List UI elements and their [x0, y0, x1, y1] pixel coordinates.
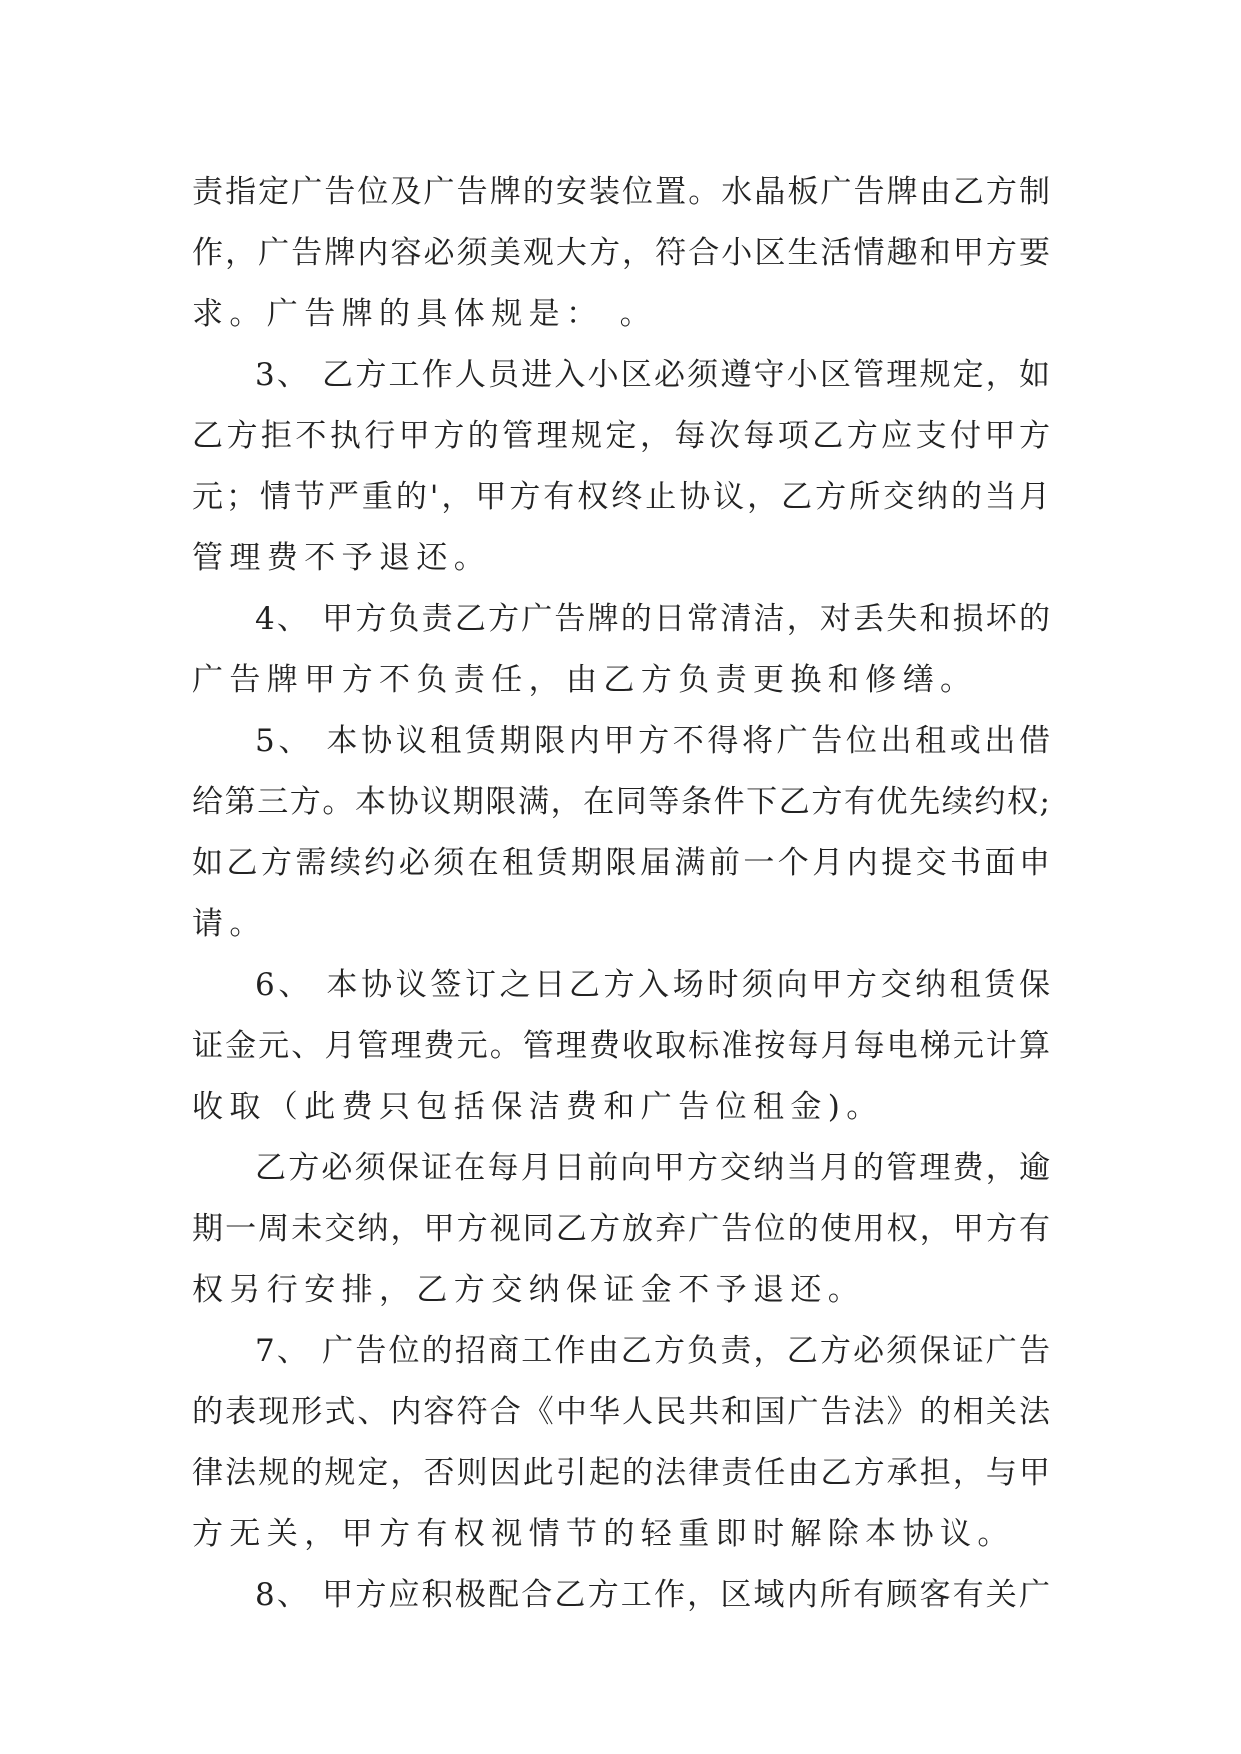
text-line: 如乙方需续约必须在租赁期限届满前一个月内提交书面申 [192, 845, 1050, 881]
text-line: 作，广告牌内容必须美观大方，符合小区生活情趣和甲方要 [192, 235, 1050, 271]
document-body [192, 162, 1050, 1626]
text-line: 收取（此费只包括保洁费和广告位租金)。 [192, 1089, 884, 1125]
paragraph-2-continued [192, 162, 1050, 345]
text-line: 乙方拒不执行甲方的管理规定，每次每项乙方应支付甲方 [192, 418, 1050, 454]
text-line: 给第三方。本协议期限满，在同等条件下乙方有优先续约权; [192, 784, 1050, 820]
text-line: 权另行安排，乙方交纳保证金不予退还。 [192, 1272, 866, 1308]
clause-5 [192, 711, 1050, 955]
text-line: 5、 本协议租赁期限内甲方不得将广告位出租或出借 [255, 723, 1050, 759]
text-line: 管理费不予退还。 [192, 540, 492, 576]
clause-6 [192, 955, 1050, 1138]
text-line: 广告牌甲方不负责任，由乙方负责更换和修缮。 [192, 662, 978, 698]
clause-7 [192, 1321, 1050, 1565]
clause-8 [192, 1565, 1050, 1626]
text-line: 证金元、月管理费元。管理费收取标准按每月每电梯元计算 [192, 1028, 1050, 1064]
text-line: 7、 广告位的招商工作由乙方负责，乙方必须保证广告 [255, 1333, 1050, 1369]
text-line: 3、 乙方工作人员进入小区必须遵守小区管理规定，如 [255, 357, 1050, 393]
text-line: 元；情节严重的'，甲方有权终止协议，乙方所交纳的当月 [192, 479, 1050, 515]
text-line: 律法规的规定，否则因此引起的法律责任由乙方承担，与甲 [192, 1455, 1050, 1491]
text-line: 请。 [192, 906, 267, 942]
clause-6-payment [192, 1138, 1050, 1321]
text-line: 8、 甲方应积极配合乙方工作，区域内所有顾客有关广 [255, 1577, 1050, 1613]
text-line: 期一周未交纳，甲方视同乙方放弃广告位的使用权，甲方有 [192, 1211, 1050, 1247]
text-line: 6、 本协议签订之日乙方入场时须向甲方交纳租赁保 [255, 967, 1050, 1003]
clause-3 [192, 345, 1050, 589]
text-line: 责指定广告位及广告牌的安装位置。水晶板广告牌由乙方制 [192, 174, 1050, 210]
text-line: 的表现形式、内容符合《中华人民共和国广告法》的相关法 [192, 1394, 1050, 1430]
text-line: 求。广告牌的具体规是： 。 [192, 296, 658, 332]
text-line: 方无关，甲方有权视情节的轻重即时解除本协议。 [192, 1516, 1015, 1552]
text-line: 4、 甲方负责乙方广告牌的日常清洁，对丢失和损坏的 [255, 601, 1050, 637]
clause-4 [192, 589, 1050, 711]
text-line: 乙方必须保证在每月日前向甲方交纳当月的管理费，逾 [255, 1150, 1050, 1186]
